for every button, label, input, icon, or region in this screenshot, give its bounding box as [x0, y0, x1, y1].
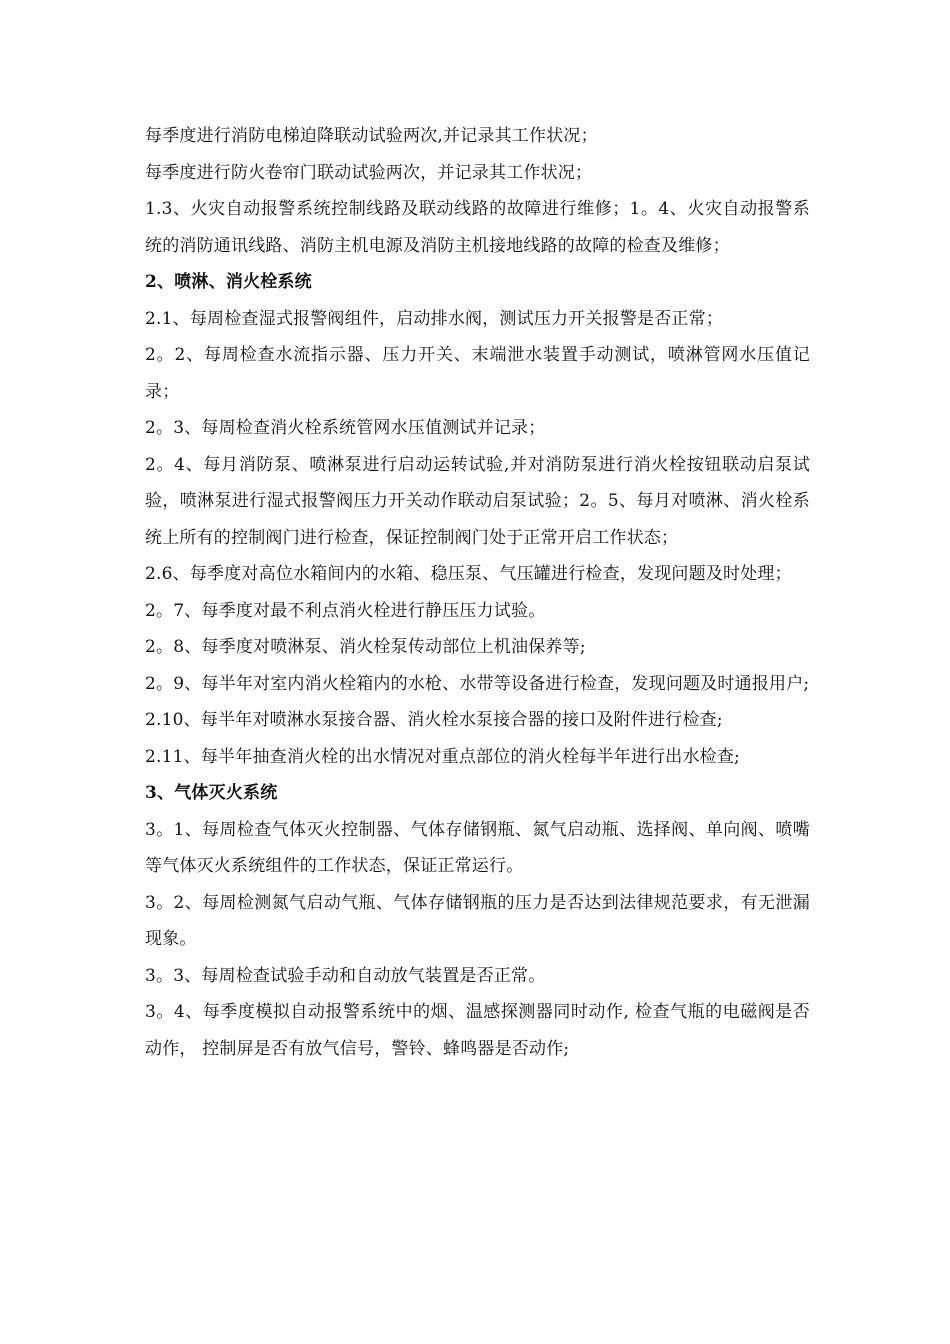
paragraph: 3。2、每周检测氮气启动气瓶、气体存储钢瓶的压力是否达到法律规范要求，有无泄漏现象。 — [145, 892, 810, 949]
paragraph: 每季度进行消防电梯迫降联动试验两次,并记录其工作状况； — [145, 126, 598, 146]
paragraph: 1.3、火灾自动报警系统控制线路及联动线路的故障进行维修；1。4、火灾自动报警系统的消防通讯线路、消防主机电源及消防主机接地线路的故障的检查及维修； — [145, 199, 810, 256]
paragraph: 3。4、每季度模拟自动报警系统中的烟、温感探测器同时动作, 检查气瓶的电磁阀是否动作， 控制屏是否有放气信号，警铃、蜂鸣器是否动作; — [145, 1002, 810, 1059]
paragraph: 2。7、每季度对最不利点消火栓进行静压压力试验。 — [145, 600, 546, 621]
paragraph: 2。3、每周检查消火栓系统管网水压值测试并记录； — [145, 418, 546, 438]
section-heading: 3、气体灭火系统 — [145, 783, 278, 803]
paragraph: 2.10、每半年对喷淋水泵接合器、消火栓水泵接合器的接口及附件进行检查; — [145, 710, 723, 730]
paragraph: 2。8、每季度对喷淋泵、消火栓泵传动部位上机油保养等; — [145, 637, 586, 657]
paragraph: 2.1、每周检查湿式报警阀组件，启动排水阀，测试压力开关报警是否正常； — [145, 308, 724, 329]
section-heading: 2、喷淋、消火栓系统 — [145, 272, 312, 292]
paragraph: 2.6、每季度对高位水箱间内的水箱、稳压泵、气压罐进行检查，发现问题及时处理； — [145, 564, 792, 584]
paragraph: 3。1、每周检查气体灭火控制器、气体存储钢瓶、氮气启动瓶、选择阀、单向阀、喷嘴等气体灭火系统组件的工作状态，保证正常运行。 — [145, 819, 810, 876]
paragraph: 2。4、每月消防泵、喷淋泵进行启动运转试验,并对消防泵进行消火栓按钮联动启泵试验，喷淋泵进行湿式报警阀压力开关动作联动启泵试验；2。5、每月对喷淋、消火栓系统上所有的控制阀门进行检查，保证控制阀门处于正常开启工作状态； — [145, 454, 810, 548]
document-body — [145, 118, 810, 1067]
paragraph: 2。9、每半年对室内消火栓箱内的水枪、水带等设备进行检查，发现问题及时通报用户; — [145, 673, 810, 694]
paragraph: 2.11、每半年抽查消火栓的出水情况对重点部位的消火栓每半年进行出水检查; — [145, 746, 740, 767]
paragraph: 2。2、每周检查水流指示器、压力开关、末端泄水装置手动测试，喷淋管网水压值记录； — [145, 345, 810, 402]
paragraph: 3。3、每周检查试验手动和自动放气装置是否正常。 — [145, 965, 546, 986]
paragraph: 每季度进行防火卷帘门联动试验两次，并记录其工作状况； — [145, 162, 593, 183]
